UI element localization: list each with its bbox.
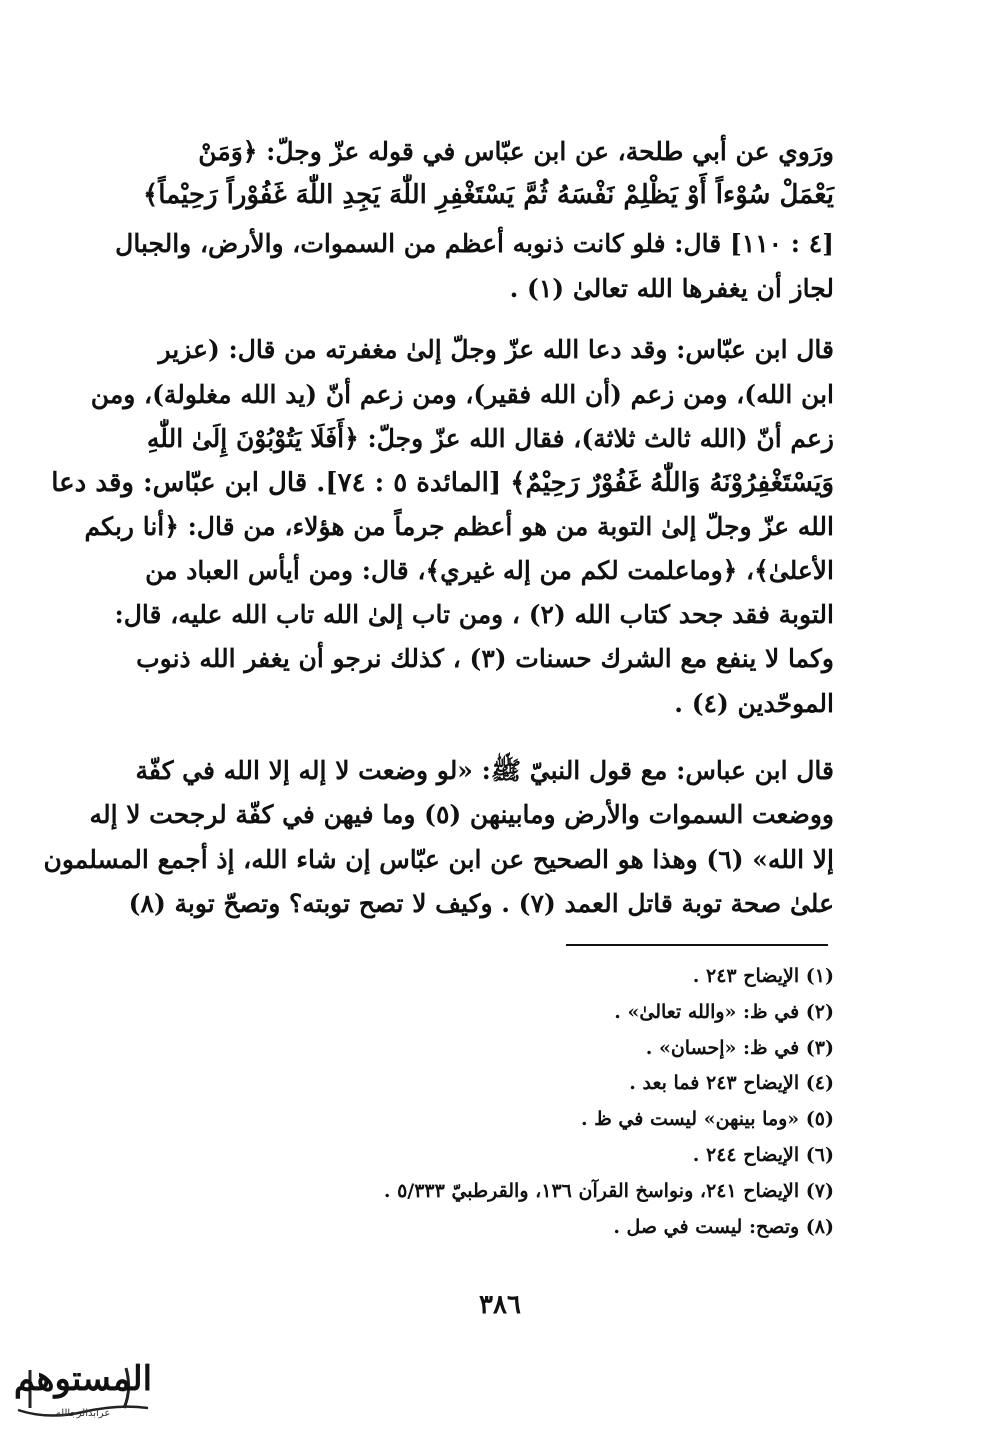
body-line-5: قال ابن عبّاس: وقد دعا الله عزّ وجلّ إلىٰ مغفرته من قال: (عزير — [158, 335, 834, 364]
body-line-11: التوبة فقد جحد كتاب الله (٢) ، ومن تاب إلىٰ الله تاب الله عليه، قال: — [114, 600, 834, 629]
body-line-13: الموحّدين (٤) . — [674, 689, 834, 718]
body-line-3: [٤ : ١١٠] قال: فلو كانت ذنوبه أعظم من السموات، والأرض، والجبال — [115, 229, 834, 258]
footnote-4: (٤) الإيضاح ٢٤٣ فما بعد . — [629, 1072, 834, 1094]
footnote-8: (٨) وتصح: ليست في صل . — [613, 1216, 834, 1238]
logo-subtext: عرابدالرجالله — [55, 1408, 111, 1419]
footnote-7: (٧) الإيضاح ٢٤١، ونواسخ القرآن ١٣٦، والقرطبيّ ٥/٣٣٣ . — [383, 1180, 834, 1202]
body-line-12: وكما لا ينفع مع الشرك حسنات (٣) ، كذلك نرجو أن يغفر الله ذنوب — [136, 644, 834, 673]
footnote-3: (٣) في ظ: «إحسان» . — [645, 1037, 834, 1059]
footnote-5: (٥) «وما بينهن» ليست في ظ . — [581, 1108, 834, 1130]
footnote-2: (٢) في ظ: «والله تعالىٰ» . — [614, 1001, 834, 1023]
body-line-4: لجاز أن يغفرها الله تعالىٰ (١) . — [509, 274, 834, 303]
body-line-1: ورَوي عن أبي طلحة، عن ابن عبّاس في قوله عزّ وجلّ: ﴿وَمَنْ — [198, 137, 834, 166]
page-number: ٣٨٦ — [479, 1290, 521, 1320]
footnote-1: (١) الإيضاح ٢٤٣ . — [692, 965, 834, 987]
footnote-6: (٦) الإيضاح ٢٤٤ . — [692, 1144, 834, 1166]
body-line-2-quran-verse: يَعْمَلْ سُوْءاً أَوْ يَظْلِمْ نَفْسَهُ ثُمَّ يَسْتَغْفِرِ اللّٰهَ يَجِدِ اللّٰهَ غَفُوْراً رَحِيْماً﴾ — [142, 180, 834, 210]
body-line-8-quran-verse: وَيَسْتَغْفِرُوْنَهُ وَاللّٰهُ غَفُوْرٌ رَحِيْمٌ﴾ [المائدة ٥ : ٧٤]. قال ابن عبّاس: وقد دعا — [51, 468, 834, 498]
body-line-17: علىٰ صحة توبة قاتل العمد (٧) . وكيف لا تصح توبته؟ وتصحّ توبة (٨) — [128, 889, 834, 918]
body-line-16: إلا الله» (٦) وهذا هو الصحيح عن ابن عبّاس إن شاء الله، إذ أجمع المسلمون — [43, 845, 834, 874]
body-line-14: قال ابن عباس: مع قول النبيّ ﷺ: «لو وضعت لا إله إلا الله في كفّة — [135, 756, 834, 785]
body-line-15: ووضعت السموات والأرض ومابينهن (٥) وما فيهن في كفّة لرجحت لا إله — [89, 800, 834, 829]
body-line-6: ابن الله)، ومن زعم (أن الله فقير)، ومن زعم أنّ (يد الله مغلولة)، ومن — [90, 380, 834, 409]
calligraphy-logo — [8, 1350, 158, 1432]
body-line-10: الأعلىٰ﴾، ﴿وماعلمت لكم من إله غيري﴾، قال: ومن أيأس العباد من — [145, 556, 834, 585]
body-line-9: الله عزّ وجلّ إلىٰ التوبة من هو أعظم جرماً من هؤلاء، من قال: ﴿أنا ربكم — [84, 512, 834, 541]
body-line-7: زعم أنّ (الله ثالث ثلاثة)، فقال الله عزّ وجلّ: ﴿أَفَلَا يَتُوْبُوْنَ إِلَىٰ اللّٰهِ — [146, 424, 834, 453]
logo-text: المستوهم — [13, 1359, 153, 1399]
footnote-separator — [566, 944, 828, 946]
